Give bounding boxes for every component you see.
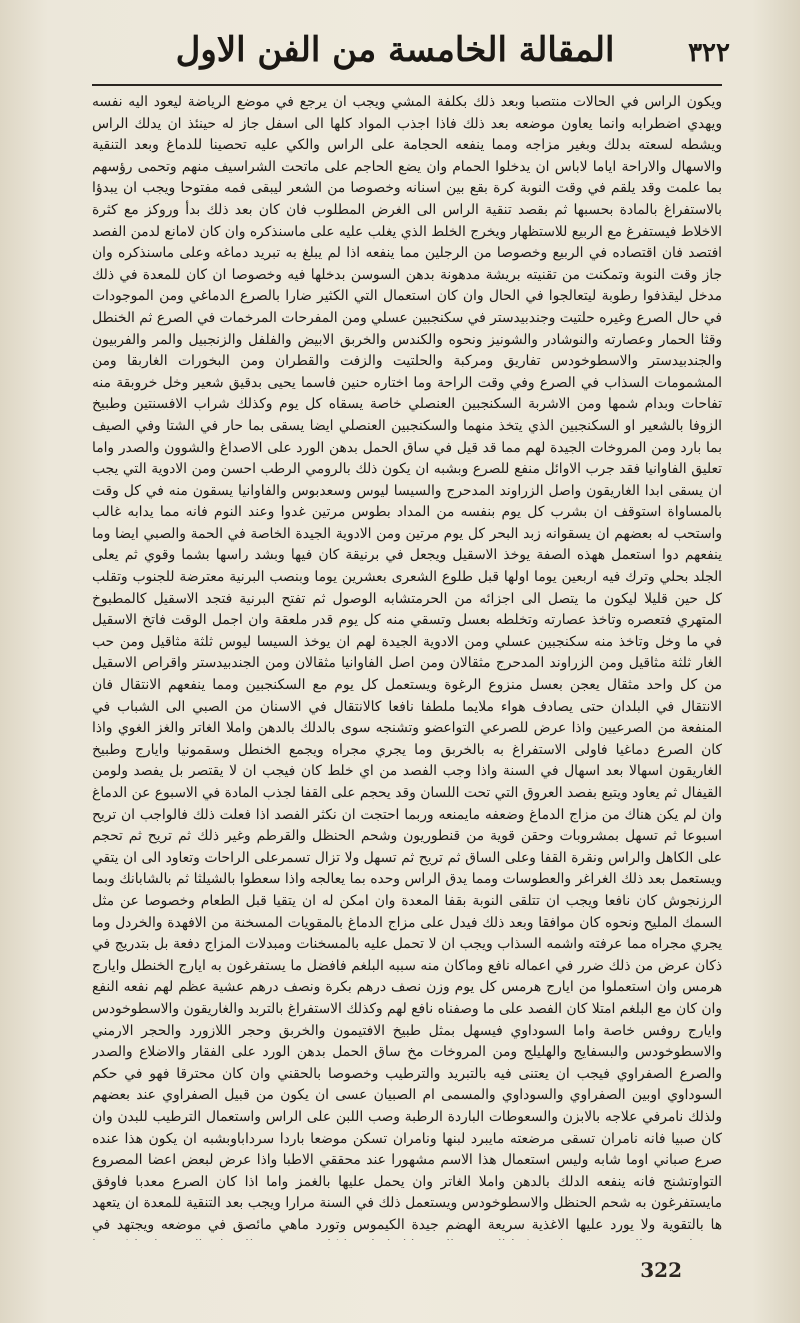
page-number-bottom: 322 [640,1258,682,1282]
header-rule [92,84,722,86]
running-title: المقالة الخامسة من الفن الاول [175,30,615,70]
body-text-block [92,92,722,1240]
page-number-top: ٣٢٢ [688,38,730,68]
body-paragraph: ويكون الراس في الحالات منتصبا وبعد ذلك بكلفة المشي ويجب ان يرجع في موضع الرياضة ليعود اليه نفسه ويهدي اضطرابه وانما يعاون موضعه بعد ذلك فاذا اجذب المواد كلها الى اسفل جاز له حينئذ ان يدلك الراس ويشطه لسعته بدلك وبغير مزاجه ومما ينفعه الحجامة على الراس والكي عليه تحصينا للدماغ وبعد التنقية والاسهال والاراحة اياما لاباس ان يدخلوا الحمام وان يضع الحاجم على ماتحت الشراسيف منهم وتحمى رؤسهم بما علمت وقد يلقم في وقت النوبة كرة بقع بين اسنانه وخصوصا من الشعر ليبقى فمه مفتوحا ويجب ان يبدؤا بالاستفراغ بالمادة بحسبها ثم بقصد تنقية الراس الى الغرض المطلوب فان كان بعد ذلك بدأ وروكز مع كثرة الاخلاط فيستفرغ مع الربيع للاستظهار ويخرج الخلط الذي يغلب عليه على ماسنذكره وان كان لامانع لدمن الفصد افتصد فان اقتصاده في الربيع وخصوصا من الرجلين مما ينفعه اذا لم يبلغ به تبريد دماغه وعلى ماسنذكره وان جاز وقت النوبة وتمكنت من تقنيته بريشة مدهونة بدهن السوسن بدخلها فيه وخصوصا ان كان للمعدة في ذلك مدخل ليقذفوا رطوبة ليتعالجوا في الحال وان كان استعمال التي الكثير ضارا بالصرع الدماغي ومن الموجودات في حال الصرع وغيره حلتيت وجندبيدستر في سكنجبين عسلي ومن المفرحات المرخمات في الصرع ثم الخنطل وقثا الحمار وعصارته والنوشادر والشونيز ونحوه والكندس والخربق الابيض والفلفل والزنجبيل والمر والفربيون والجندبيدستر والاسطوخودس تفاريق ومركبة والحلتيت والزفت والقطران ومن البخورات الغاربقا ومن المشمومات السذاب في الصرع وفي وقت الراحة وما اختاره حنين فاسما يحيى بدقيق شعير وخل خروبقة منه تفاحات وبدام شمها ومن الاشربة السكنجبين العنصلي خاصة يسقاه كل يوم وكذلك شراب الافسنتين وطبيخ الزوفا بالشعير او السكنجبين الذي يتخذ منهما والسكنجبين العنصلي ايضا يسقى بما حار في الشتا وفي الصيف بما بارد ومن المروخات الجيدة لهم مما قد قيل في ساق الحمل بدهن الورد على الاصداغ والشوون والصدر واما تعليق الفاوانيا فقد جرب الاوائل منفع للصرع وبشبه ان يكون ذلك بالرومي الرطب احسن ومن الادوية التي يجب ان يسقى ابدا الغاريقون واصل الزراوند المدحرج والسيسا ليوس وسعدبوس والفاوانيا يسقون منه في كل وقت بالمساواة استوقف ان بشرب كل يوم بنفسه من المداد بطوس مرتين غدوا وعند النوم فانه مما يدابه غالب واستحب له بعضهم ان يسقوانه زبد البحر كل يوم مرتين ومن الادوية الجيدة الخاصة في الحمة والصبي ايضا وما ينفعهم دوا استعمل ههذه الصفة يوخذ الاسقيل ويجعل في برنيقة كان فيها وبشد راسها بشما وقوي ثم يعلى الجلد بحلي وترك فيه اربعين يوما اولها قبل طلوع الشعرى بعشرين يوما وبنصب البرنية معترضة للجنوب وتقلب كل حين قليلا ليكون ما يتصل الى اجزائه من الحرمتشابه الوصول ثم تفتح البرنية فتجد الاسقيل كالمطبوخ المتهري فتعصره وتاخذ عصارته وتخلطه بعسل وتسقي منه كل يوم قدر ملعقة وان اجمل الوقت فاتخ الاسقيل في ما وخل وتاخذ منه سكنجبين عسلي ومن الادوية الجيدة لهم ان يوخذ السيسا ليوس ثلثة مثاقيل ومن حب الغار ثلثة مثاقيل ومن الزراوند المدحرج مثقالان ومن اصل الفاوانيا مثقالان ومن الجندبيدستر واقراص الاسقيل من كل واحد مثقال يعجن بعسل منزوع الرغوة ويستعمل كل يوم مع السكنجبين ومما ينفعهم الانتقال فان الانتقال في البلدان حتى يصادف هواء ملايما ملطفا نافعا كالانتقال في الاسنان من الصبي الى الشباب في المنفعة من الصرعيين واذا عرض للصرعي التواعضو وتشنجه سوى بالدلك بالدهن واملا الغاتر والغز الغوي واذا كان الصرع دماغيا فاولى الاستفراغ به بالخربق وما يجري مجراه ويجمع الخنطل وسقمونيا وايارج وطبيخ الغاريقون اسهالا بعد اسهال في السنة واذا وجب الفصد من اي خلط كان فيجب ان لا يقتصر بل يفصد ولومن القيفال ثم يعاود ويتبع بفصد العروق التي تحت اللسان وقد يحجم على القفا لجذب المادة في الاسبوع عن الدماغ وان لم يكن هناك من مزاج الدماغ وضعفه مايمنعه وربما احتجت ان نكثر الفصد اذا فعلت ذلك فالواجب ان تريح اسبوعا ثم تسهل بمشروبات وحقن قوية من قنطوريون وشحم الحنظل والقرطم وغير ذلك ثم تريح ثم تحجم على الكاهل والراس ونقرة القفا وعلى الساق ثم تريح ثم تسهل ولا تزال تسمرعلى الراحات وتعاود الى ان يتقي ويستعمل بعد ذلك الغراغر والعطوسات ومما يدق الراس وحده بما يعالجه واذا سعطوا بالشيلثا ثم بالشابانك وبما الرزنجوش كان نافعا ويجب ان تتلقى النوبة بقفا المعدة وان امكن له ان يتقيا قبل الطعام وخصوصا عن مثل السمك المليح ونحوه كان موافقا وبعد ذلك فيدل على مزاج الدماغ بالمقويات المسخنة من الافهدة والخردل وما يجري مجراه مما عرفته واشمه السذاب ويجب ان لا تحمل عليه بالمسخنات ومبدلات المزاج دفعة بل بتدريج في ذكان عرض من ذلك ضرر في اعماله نافع وماكان منه سببه البلغم فافضل ما يستفرغون به ايارج الخنطل وايارج هرمس وان استعملوا من ايارج هرمس كل يوم وزن نصف درهم بكرة ونصف درهم عشية عظم لهم نفعه النفع وان كان مع البلغم امتلا كان الفصد على ما وصفناه نافع لهم وكذلك الاستفراغ بالتربد والغاريقون والاسطوخودس وايارج روفس خاصة واما السوداوي فيسهل بمثل طبيخ الافتيمون والخربق وحجر اللازورد والحجر الارمني والاسطوخودس والبسفايج والهليلج ومن المروخات مخ ساق الحمل بدهن الورد على الفقار والاضلاع والصدر والصرع الصفراوي فيجب ان يعتنى فيه بالتبريد والترطيب وخصوصا بالحقني وان كان محترقا فهو في حكم السوداوي اوبين الصفراوي والسوداوي والمسمى ام الصبيان عسى ان يكون من قبيل الصفراوي عند بعضهم ولذلك نامرفي علاجه بالابزن والسعوطات الباردة الرطبة وصب اللبن على الراس واستعمال الترطيب للبدن وان كان صبيا فانه نامران تسقى مرضعته مايبرد لبنها ونامران تسكن موضعا باردا سرداباوبشبه ان يكون هذا عنده صرع صباني اوما شابه وليس استعمال هذا الاسم مشهورا عند محققي الاطبا واذا عرض لبعض اعضا المصروع التواوتشنج فانه ينفعه الدلك بالدهن واملا الغاتر وان يحمل عليها بالغمز واما اذا كان الصرع معدبا فاوفق مايستفرغون به شحم الحنظل والاسطوخودس ويستعمل ذلك في السنة مرارا ويجب بعد التنقية للمعدة ان يتعهد ها بالتقوية ولا يورد عليها الاغذية سريعة الهضم جيدة الكيموس وتورد ماهي مائصق في موضعه ويجتهد في [92,94,722,1233]
page-header [90,28,730,78]
